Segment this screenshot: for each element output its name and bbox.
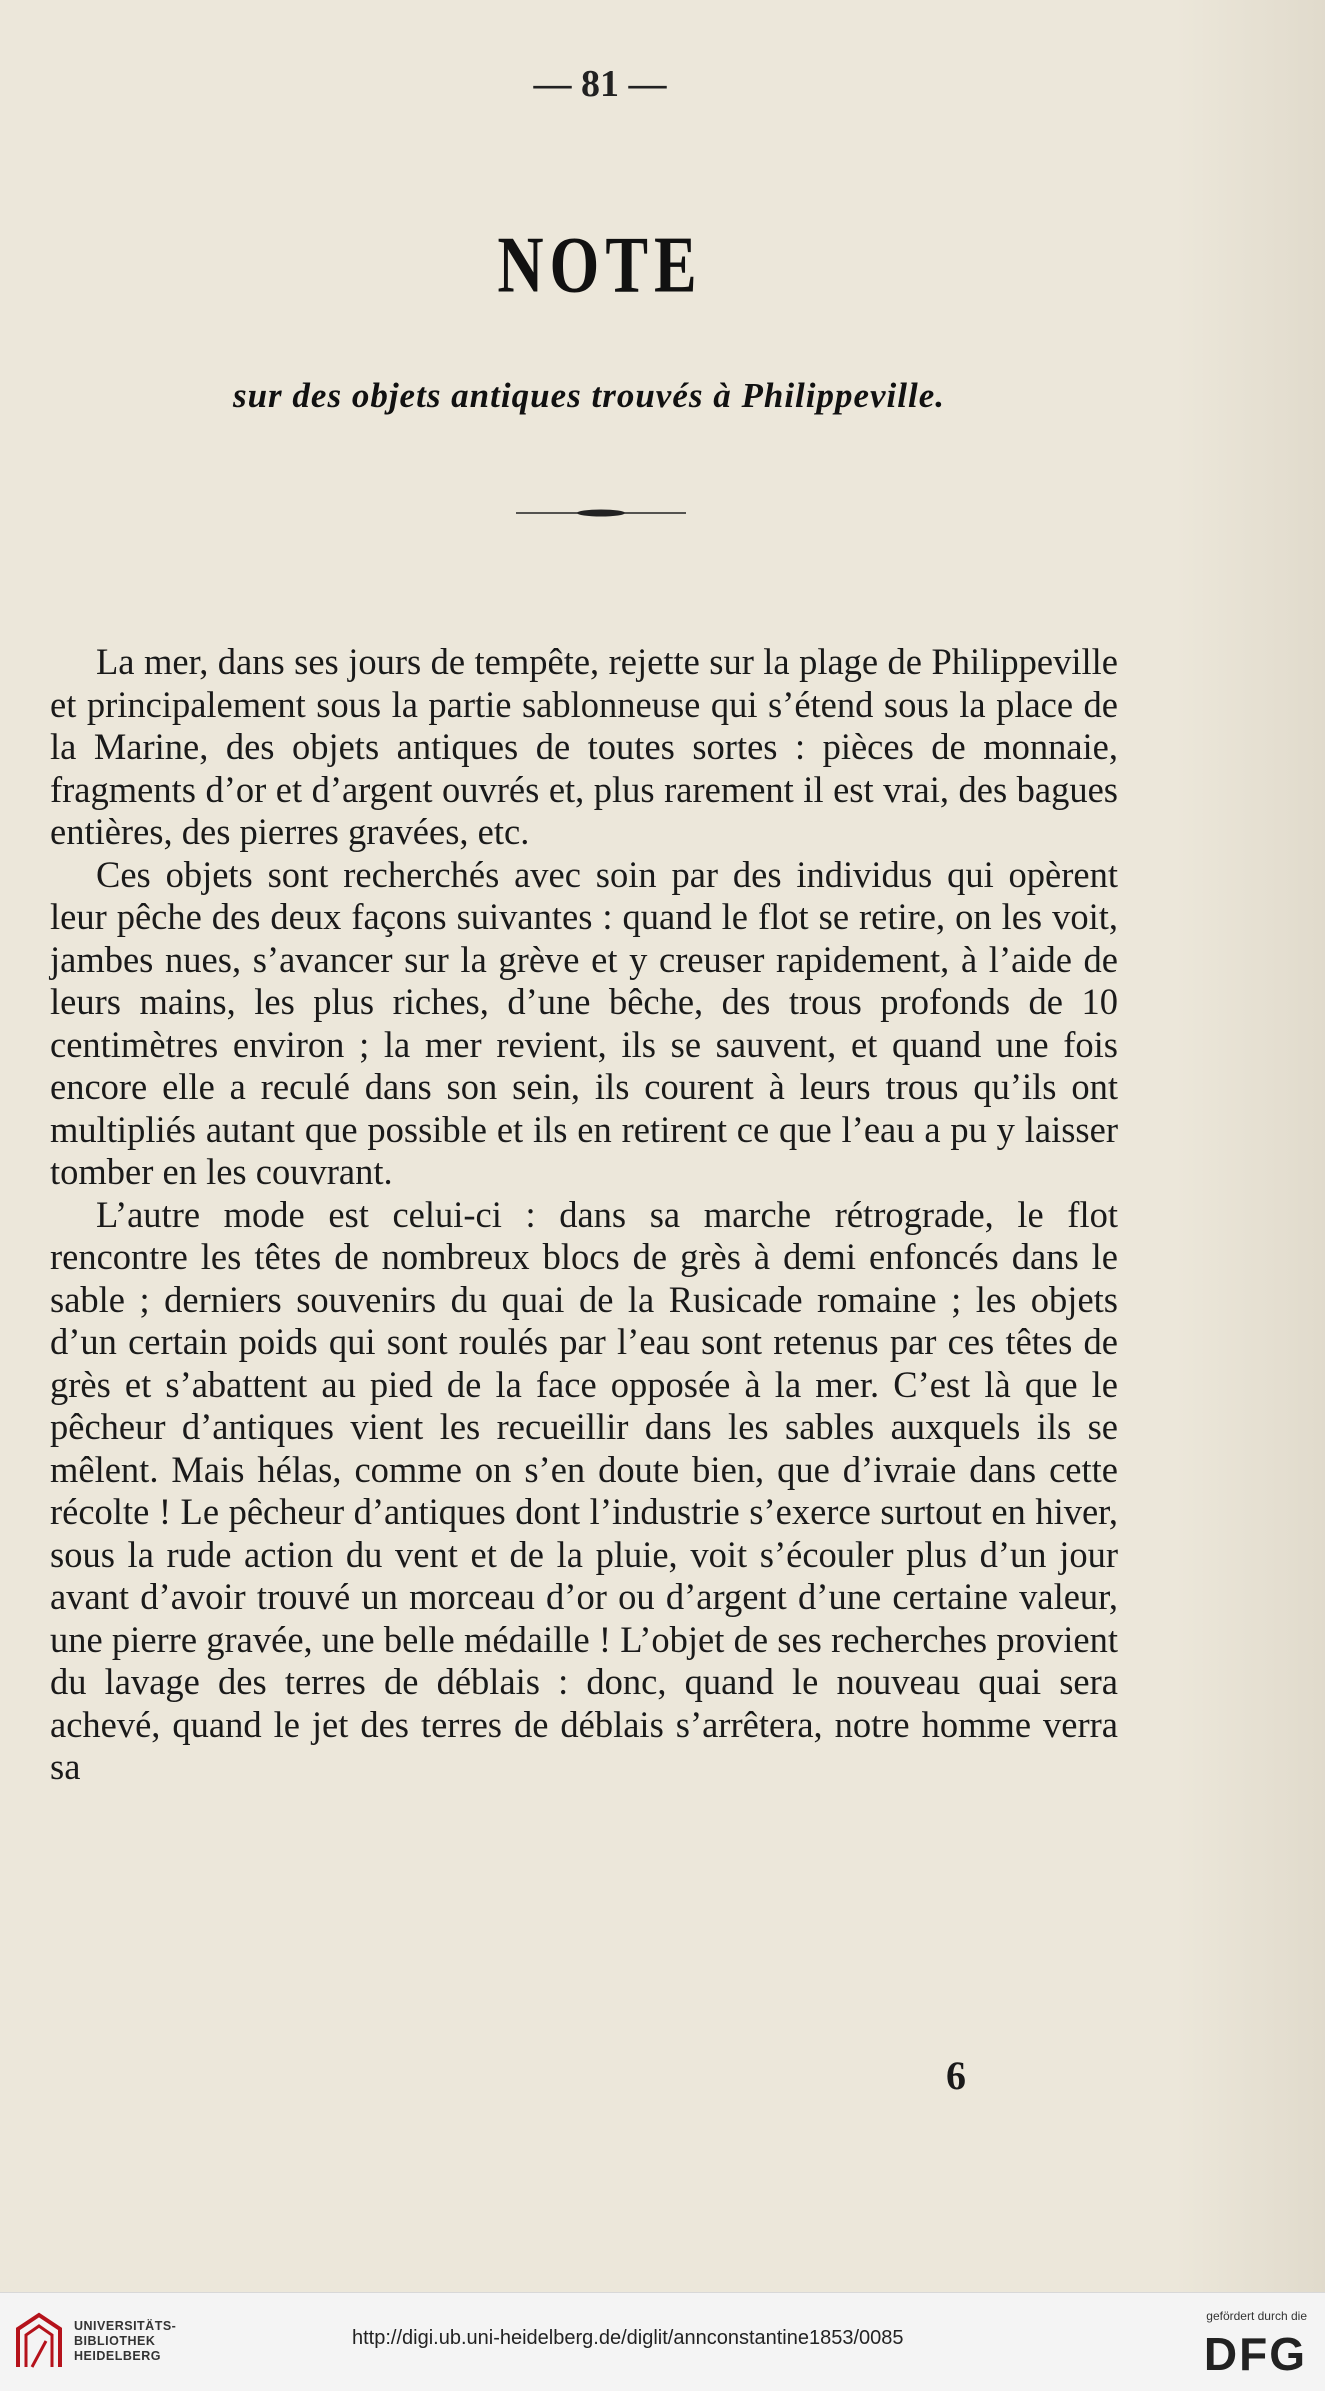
- dfg-logo: DFG: [1203, 2328, 1307, 2380]
- institution-line: UNIVERSITÄTS-: [74, 2319, 177, 2333]
- page-subtitle: sur des objets antiques trouvés à Philippeville.: [232, 376, 946, 415]
- university-library-logo-icon: [14, 2311, 64, 2371]
- article-body: [50, 641, 1118, 1789]
- institution-line: HEIDELBERG: [74, 2349, 161, 2363]
- ornamental-rule: [516, 508, 686, 518]
- paragraph: L’autre mode est celui-ci : dans sa marche rétrograde, le flot rencontre les têtes de nombreux blocs de grès à demi enfoncés dans le sable ; derniers souvenirs du quai de la Rusicade romaine ; les objets d’un certain poids qui sont roulés par l’eau sont retenus par ces têtes de grès et s’abattent au pied de la face opposée à la mer. C’est là que le pêcheur d’antiques vient les recueillir dans les sables auxquels ils se mêlent. Mais hélas, comme on s’en doute bien, que d’ivraie dans cette récolte ! Le pêcheur d’antiques dont l’industrie s’exerce surtout en hiver, sous la rude action du vent et de la pluie, voit s’écouler plus d’un jour avant d’avoir trouvé un morceau d’or ou d’argent d’une certaine valeur, une pierre gravée, une belle médaille ! L’objet de ses recherches provient du lavage des terres de déblais : donc, quand le nouveau quai sera achevé, quand le jet des terres de déblais s’arrêtera, notre homme verra sa: [50, 1193, 1118, 1787]
- signature-mark: 6: [946, 2053, 966, 2098]
- funding-label: gefördert durch die: [1206, 2309, 1307, 2323]
- page-title: NOTE: [497, 220, 703, 309]
- paragraph: La mer, dans ses jours de tempête, rejette sur la plage de Philippeville et principalement sous la partie sablonneuse qui s’étend sous la place de la Marine, des objets antiques de toutes sortes : pièces de monnaie, fragments d’or et d’argent ouvrés et, plus rarement il est vrai, des bagues entières, des pierres gravées, etc.: [50, 641, 1118, 852]
- page-number: — 81 —: [533, 63, 667, 105]
- university-library-name: [74, 2319, 176, 2364]
- paragraph: Ces objets sont recherchés avec soin par des individus qui opèrent leur pêche des deux façons suivantes : quand le flot se retire, on les voit, jambes nues, s’avancer sur la grève et y creuser rapidement, à l’aide de leurs mains, les plus riches, d’une bêche, des trous profonds de 10 centimètres environ ; la mer revient, ils se sauvent, et quand une fois encore elle a reculé dans son sein, ils courent à leurs trous qu’ils ont multipliés autant que possible et ils en retirent ce que l’eau a pu y laisser tomber en les couvrant.: [50, 853, 1118, 1192]
- institution-line: BIBLIOTHEK: [74, 2334, 156, 2348]
- viewer-footer-bar: [0, 2292, 1325, 2391]
- permalink-url[interactable]: http://digi.ub.uni-heidelberg.de/diglit/annconstantine1853/0085: [352, 2327, 904, 2349]
